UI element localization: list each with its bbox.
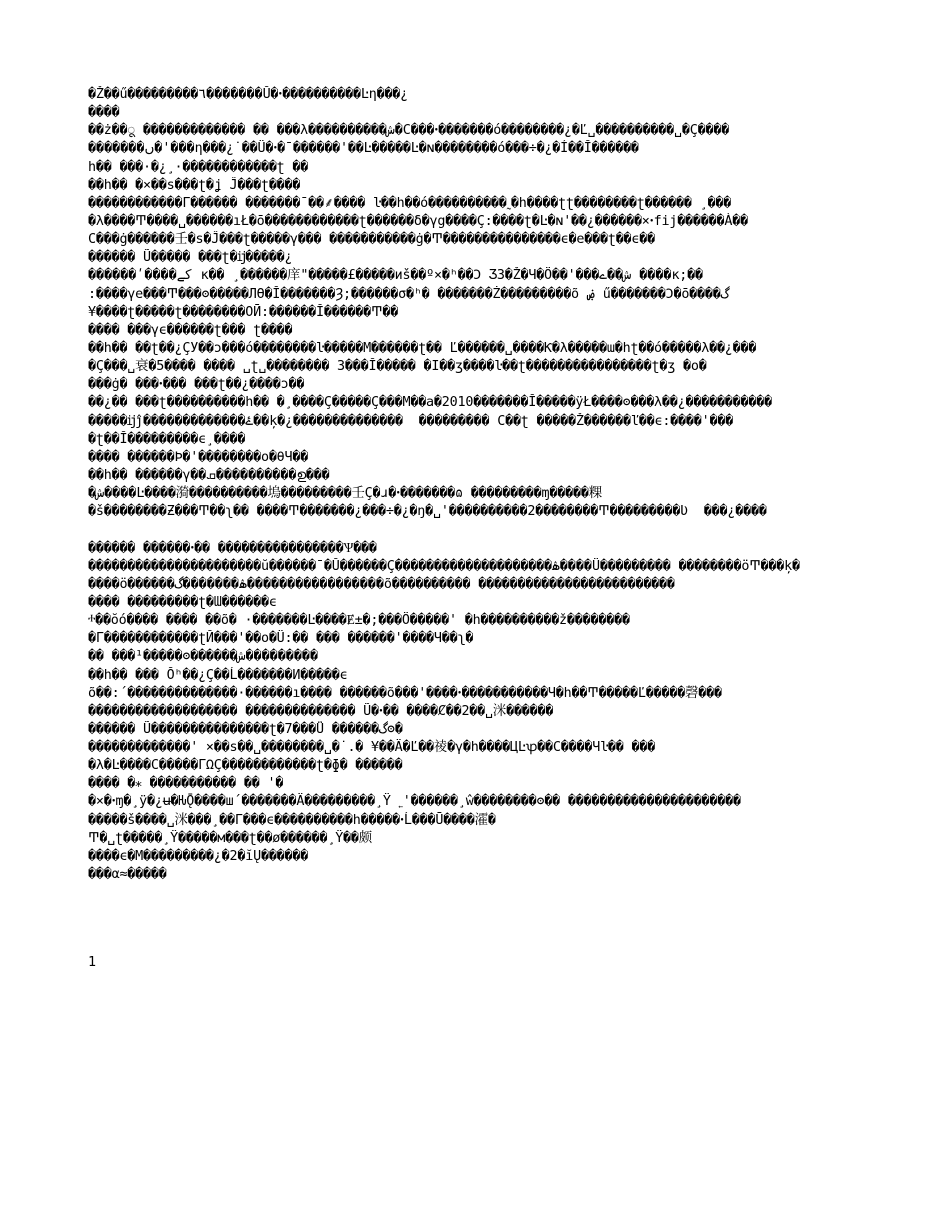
text-line: ������ Ũ���������������ʈ�7���Ǜ ������گʘ�: [88, 721, 403, 737]
text-line: ��h�� �×��s���ʈ�ʝ Ĵ���ʈ����: [88, 177, 301, 193]
text-line: �ش����Ŀ����漪����������塢���������壬Ç�ɹ�ꞏ�������ɷ ���������ɱ�����粿: [88, 486, 602, 502]
text-line: �����ĳĵ�������������ۓ��ķ�¿�������������� ��������� C��ʈ �����Ž������ľ��ϵ꞉����'���: [88, 413, 734, 429]
text-line: �×�ꞏɱ�¸ÿ�¿ʉ�ǶǬ����ш´�������Ӓ���������¸Ÿ ˿'������¸ŵ��������ʘ�� ����������������������: [88, 794, 741, 810]
text-line: h�� ���·�¿¸·������������ʈ ��: [88, 159, 309, 175]
text-line: ��ż��ू ������������� �� ���λ����������ش�C���ꞏ�������ó��������¿�Ľ␣����������␣�Ç����: [88, 123, 730, 139]
text-line: ���� ������Ϸ�'��������o�θЧ��: [88, 449, 309, 465]
text-line: ꞉����γe���Ͳ���ʘ�����ЛӨ�Ĭ�������Ȝ;������σ�ʰ� �������Ż���������õ ۻ ű�������Ͻ�ō����گ: [88, 286, 729, 302]
text-line: ����: [88, 105, 120, 121]
text-line: ������ Ũ����� ���ʈ�ĳ�����¿: [88, 250, 293, 266]
text-line: ⰰ��ŏó���� ���� ��õ� ·�������Ŀ����Ɇ±�;���Ö�����' �h����������ž��������: [88, 613, 630, 629]
text-line: �Г������������ʈЙ���'��о�Ü꞉�� ��� ������'����Ч��ʅ�: [88, 631, 474, 647]
text-line: ����ϵ�М���������¿�2�ĭŲ������: [88, 848, 309, 864]
text-line: ��h�� ��ʈ��¿ÇУ��ɔ���ó��������ŀ�����М������ʈ�� Ľ������␣����Ƙ�λ�����ɯ�hʈ��ó�����λ��¿���: [88, 340, 757, 356]
text-line: ���α≈�����: [88, 867, 167, 883]
text-line: �λ����Ͳ����␣������ıŁ�ō������������ʈ������δ�γg����Ç꞉����ʈ�Ŀ�ɴ'��¿������×ꞏfij������À��: [88, 213, 748, 229]
text-line: ����������������������ŭ������ˉ�Ŭ������Ç��������������������ۿ����Ü��������� ��������ӧͲ���ķ�: [88, 558, 800, 574]
text-line: �š��������Ƶ���Ͳ��ʅ�� ����Ͳ�������¿���÷�¿�ŋ�␣'����������2��������Ͳ���������Ʋ ���¿����: [88, 504, 767, 520]
text-line: �Ž��ű���������٦�������Ŭ�ꞏ����������Ŀη���¿: [88, 87, 409, 102]
text-line: ��h�� ��� Ŏʰ��¿Ç��Ĺ�������И�����ϵ: [88, 667, 348, 683]
text-line: ���ġ� ���ꞏ��� ���ʈ��¿����ɔ��: [88, 377, 305, 393]
paragraph-gap: [88, 521, 878, 539]
text-line: �Ç���␣衰�5���� ���� ␣ʈ␣�������� 3���Ĭ����� �Ӏ��ʒ����ŀ��ʈ����������������ʈ�ʒ �о�: [88, 359, 707, 375]
text-line: ����ӧ������ۿ�������گ�����������������õ���������� �������������������������: [88, 576, 675, 592]
text-line: ��¿�� ���ʈ����������h�� �¸����Ç�����Ç���М��a�2010�������Ĭ�����ÿŁ����ʘ���λ��¿�����������: [88, 395, 772, 411]
text-line: ���� ���������ʈ�Ɯ������ϵ: [88, 594, 277, 610]
text-line: C���ġ������壬�s�Ĵ���ʈ�����γ��� �����������ġ�Ͳ���������������ϵ�e���ʈ��ϵ��: [88, 232, 655, 248]
text-line: ���� ���γϵ������ʈ��� ʈ����: [88, 322, 293, 338]
text-line: �� ���¹�����ʘ������ش���������: [88, 649, 319, 665]
text-line: ������������������� �������������� Ũ�ꞏ�� ����Ȼ��2��␣洣������: [88, 703, 554, 719]
text-line: �ʈ��Ĭ���������ϵ¸����: [88, 431, 246, 447]
text-line: Ͳ�␣ʈ�����¸Ÿ�����м���ʈ��ø������¸Ÿ��颇: [88, 830, 372, 846]
text-line: �����š����␣洣���¸��Г���ϵ����������h�����ꞏĹ���Ū����瀖�: [88, 812, 496, 828]
text-line: õ��꞉´��������������·������ı���� ������õ���'����ꞏ�����������Ч�h��Ͳ�����Ľ�����磬���: [88, 685, 722, 701]
document-body: [88, 86, 878, 884]
text-line: �������ں�'���η���¿˙��Ü�ꞏ�ˉ������'��Ŀ�����Ŀ�ɴ��������ó���÷�¿�Í��Ĭ������: [88, 141, 639, 157]
text-line: ���� �⁎ ����������� �� '�: [88, 776, 284, 792]
page-number: 1: [88, 955, 97, 970]
text-line: ������ ������ꞏ�� ����������������Ѱ���: [88, 540, 377, 556]
text-line: ��h�� ������γ��ܩ����������ഉ���: [88, 467, 330, 483]
text-line: �λ�Ŀ����C�����ГΩÇ������������ʈ�ɸ� ������: [88, 758, 403, 774]
text-line: ������ʹ����کے ĸ�� ¸������庠"�����£�����иš��º×�ʰ��Ͻ Ӡ3�Ž�Ч�Ӧ��'���ش��ے ����к;��: [88, 268, 703, 284]
text-line: ������������Г������ �������¯��⸙���� ŀ��h��ó����������˷�h����ʈʈ��������ʈ������ ¸���: [88, 195, 732, 211]
text-line: ¥����ʈ�����ʈ��������ОӢ꞉������Ĭ������Ͳ��: [88, 304, 399, 320]
text-line: �������������' ×��s��␣��������␣�˙.� ¥��Ӓ�Ľ��祾�γ�h����ЦĿꝕ��C����Чŀ�� ���: [88, 740, 656, 756]
